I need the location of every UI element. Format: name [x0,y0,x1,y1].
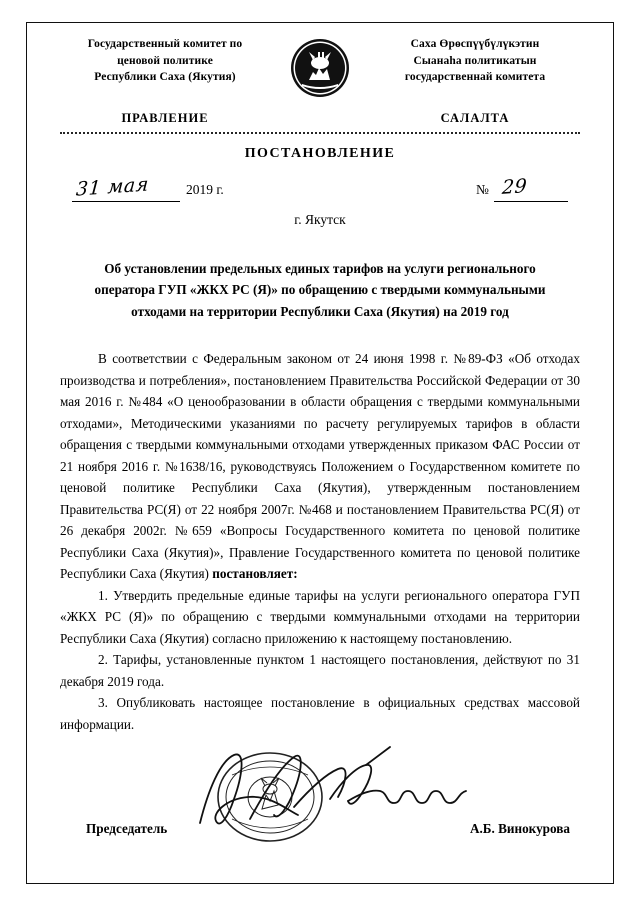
signature-row [60,821,580,837]
signatory-position: Председатель [86,821,168,837]
document-body [60,348,580,735]
body-paragraph-3: 2. Тарифы, установленные пунктом 1 настоящего постановления, действуют по 31 декабря 2019 года. [60,652,580,689]
header-subtitle-row [60,111,580,126]
header-right-organization [370,36,580,86]
document-content [60,30,580,855]
document-title: Об установлении предельных единых тарифов на услуги регионального оператора ГУП «ЖКХ РС (Я)» по обращению с твердыми коммунальными отходами на территории Республики Саха (Якутия) на 2019 год [94,261,546,319]
body-paragraph-1 [60,348,580,585]
header-left-line-3: Республики Саха (Якутия) [94,71,236,84]
number-label: № [476,182,489,197]
signatory-name: А.Б. Винокурова [469,821,570,837]
resolves-word: постановляет: [212,566,298,582]
city-line: г. Якутск [294,212,346,227]
emblem-container [277,36,363,98]
date-handwritten: 31 мая [75,173,150,201]
body-paragraph-1-text: В соответствии с Федеральным законом от 24 июня 1998 г. №89-ФЗ «Об отходах производства и потребления», постановлением Правительства Российской Федерации от 30 мая 2016 г. №484 «О ценообразовании в области обращения с твердыми коммунальными отходами», Методическими указаниями по расчету регулируемых тарифов в области обращения с твердыми коммунальными отходами утвержденных приказом ФАС России от 21 ноября 2016 г. №1638/16, руководствуясь Положением о Государственном комитете по ценовой политике Республики Саха (Якутия), утвержденным постановлением Правительства РС(Я) от 22 ноября 2007г. №468 и постановлением Правительства РС(Я) от 26 декабря 2002г. №659 «Вопросы Государственного комитета по ценовой политике Республики Саха (Якутия)», Правление Государственного комитета по ценовой политике Республики Саха (Якутия) [60,351,580,582]
date-number-row [60,173,580,210]
header-left-line-1: Государственный комитет по [87,38,243,50]
header-right-line-2: Сыанаһа политикатын [413,54,537,67]
subtitle-left: ПРАВЛЕНИЕ [121,111,209,125]
date-year: 2019 г. [186,182,224,197]
body-paragraph-4: 3. Опубликовать настоящее постановление в официальных средствах массовой информации. [60,695,580,732]
signature-area [60,743,580,855]
coat-of-arms-icon [289,38,351,98]
document-header [60,36,580,98]
header-left-organization [60,36,270,86]
subtitle-spacer [277,111,363,126]
header-divider [60,132,580,134]
body-paragraph-2: 1. Утвердить предельные единые тарифы на услуги регионального оператора ГУП «ЖКХ РС (Я)» по обращению с твердыми коммунальными отходами на территории Республики Саха (Якутия) согласно приложению к настоящему постановлению. [60,587,580,646]
header-left-line-2: ценовой политике [117,54,213,67]
date-underline [72,201,180,202]
subtitle-right: САЛАЛТА [440,111,510,125]
number-underline [494,201,568,202]
document-type-heading: ПОСТАНОВЛЕНИЕ [244,146,396,161]
header-right-line-3: государственнай комитета [404,71,546,84]
header-right-line-1: Саха Өрөспүүбүлүкэтин [410,38,540,50]
number-handwritten: 29 [501,175,528,199]
